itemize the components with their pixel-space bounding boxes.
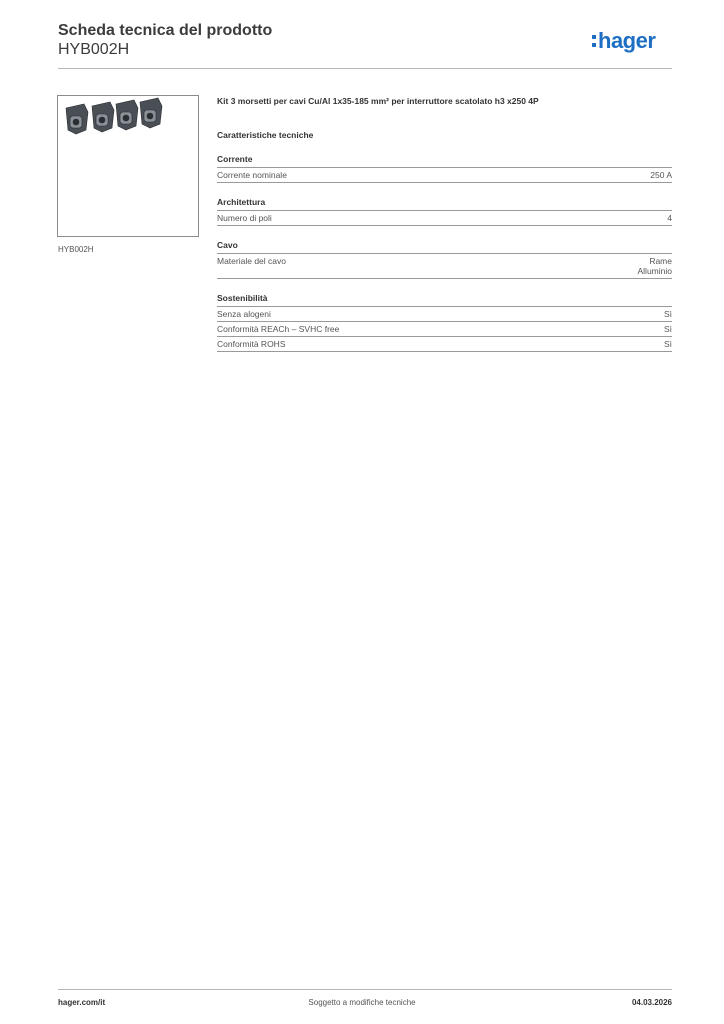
spec-group	[217, 154, 672, 183]
product-details	[217, 96, 672, 352]
section-heading: Caratteristiche tecniche	[217, 130, 314, 140]
footer-disclaimer: Soggetto a modifiche tecniche	[308, 998, 416, 1007]
product-title: Kit 3 morsetti per cavi Cu/Al 1x35-185 mm² per interruttore scatolato h3 x250 4P	[217, 96, 539, 106]
header-title: Scheda tecnica del prodotto	[58, 22, 273, 39]
spec-label: Conformità ROHS	[217, 339, 286, 349]
spec-row	[217, 337, 672, 352]
spec-label: Corrente nominale	[217, 170, 287, 180]
spec-label: Materiale del cavo	[217, 256, 286, 266]
spec-value-line: 4	[667, 213, 672, 223]
header-divider	[58, 68, 672, 69]
spec-value	[664, 339, 672, 349]
spec-value	[650, 170, 672, 180]
spec-group	[217, 240, 672, 279]
spec-value	[667, 213, 672, 223]
footer-website: hager.com/it	[58, 998, 106, 1007]
spec-value-line: Alluminio	[637, 266, 672, 276]
spec-row	[217, 254, 672, 279]
spec-value-line: 250 A	[650, 170, 672, 180]
spec-value	[638, 256, 673, 276]
spec-value-line: Sì	[663, 324, 672, 334]
spec-label: Conformità REACh – SVHC free	[217, 324, 340, 334]
hager-logo	[590, 26, 678, 56]
spec-value	[664, 309, 672, 319]
spec-group	[217, 197, 672, 226]
footer-date: 04.03.2026	[631, 998, 672, 1007]
terminal-clamps-image	[58, 96, 198, 236]
spec-row	[217, 322, 672, 337]
spec-label: Numero di poli	[217, 213, 272, 223]
spec-group-title: Cavo	[217, 240, 672, 254]
spec-group-title: Sostenibilità	[217, 293, 672, 307]
spec-row	[217, 307, 672, 322]
spec-value-line: Rame	[649, 256, 672, 266]
spec-group	[217, 293, 672, 352]
product-code: HYB002H	[58, 41, 130, 58]
spec-row	[217, 168, 672, 183]
svg-text:hager: hager	[598, 28, 656, 53]
product-image	[57, 95, 199, 237]
footer-divider	[58, 989, 672, 990]
spec-row	[217, 211, 672, 226]
spec-group-title: Corrente	[217, 154, 672, 168]
spec-value	[664, 324, 672, 334]
spec-value-line: Sì	[663, 309, 672, 319]
spec-group-title: Architettura	[217, 197, 672, 211]
characteristics-groups	[217, 154, 672, 352]
spec-value-line: Sì	[663, 339, 672, 349]
spec-label: Senza alogeni	[217, 309, 271, 319]
image-caption: HYB002H	[58, 245, 94, 254]
